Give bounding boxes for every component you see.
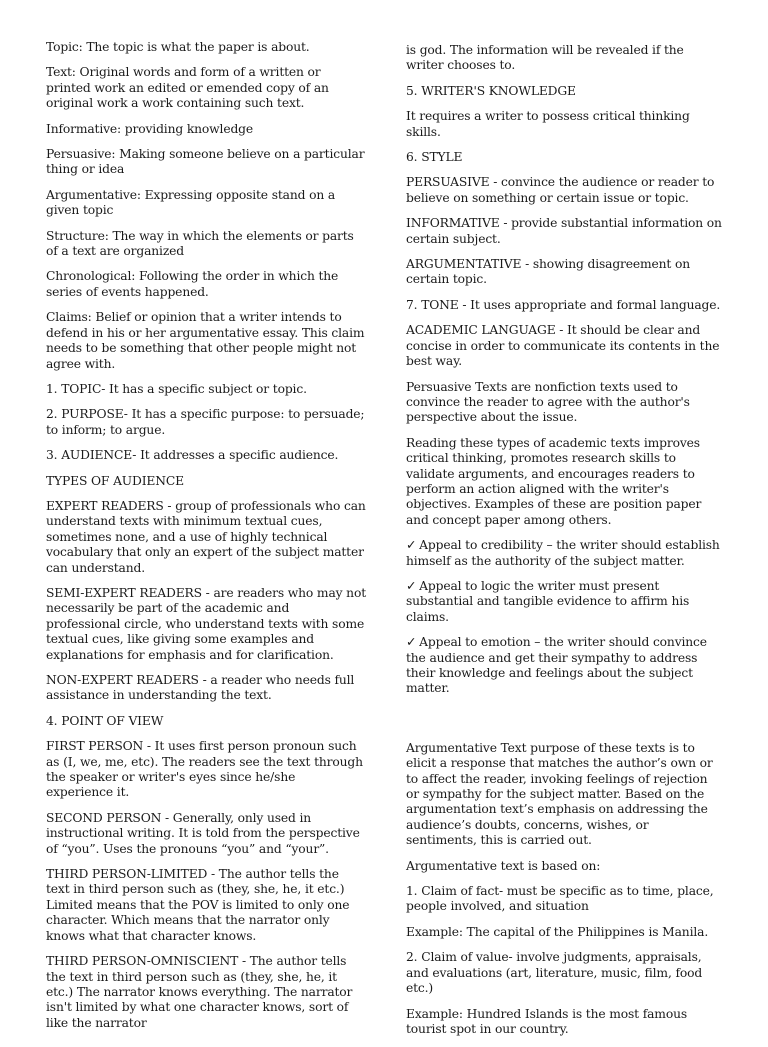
paragraph-persuasive: Persuasive: Making someone believe on a particular thing or idea xyxy=(46,147,365,177)
paragraph-structure: Structure: The way in which the elements or parts of a text are organized xyxy=(46,228,354,259)
check-icon: ✓ xyxy=(406,635,417,650)
paragraph-omniscient-continued: is god. The information will be revealed if the writer chooses to. xyxy=(406,43,684,73)
paragraph-argumentative: Argumentative: Expressing opposite stand on a given topic xyxy=(46,187,336,218)
paragraph-second-person: SECOND PERSON - Generally, only used in instructional writing. It is told from the perspective of “you”. Uses the pronouns “you” and “your”. xyxy=(46,810,360,856)
paragraph-argumentative-text: Argumentative Text purpose of these texts is to elicit a response that matches the author’s own or to affect the reader, invoking feelings of rejection or sympathy for the subject matter. Based on the argumentation text’s emphasis on addressing the audience’s doubts, concerns, wishes, or sentiments, this is carried out. xyxy=(406,740,713,848)
paragraph-style-informative: INFORMATIVE - provide substantial information on certain subject. xyxy=(406,216,722,246)
heading-style: 6. STYLE xyxy=(406,150,463,165)
example-claim-of-fact: Example: The capital of the Philippines is Manila. xyxy=(406,924,709,939)
check-icon: ✓ xyxy=(406,538,417,553)
heading-point-of-view: 4. POINT OF VIEW xyxy=(46,713,164,728)
appeal-emotion xyxy=(406,635,722,697)
paragraph-style-argumentative: ARGUMENTATIVE - showing disagreement on certain topic. xyxy=(406,257,691,287)
paragraph-expert-readers: EXPERT READERS - group of professionals who can understand texts with minimum textual cues, sometimes none, and a use of highly technical vocabulary that only an expert of the subject matter can understand. xyxy=(46,498,366,575)
right-column xyxy=(406,43,722,1047)
paragraph-tone: 7. TONE - It uses appropriate and formal language. xyxy=(406,297,721,312)
appeal-emotion-text: Appeal to emotion – the writer should convince the audience and get their sympathy to address their knowledge and feelings about the subject matter. xyxy=(406,635,707,696)
item-topic: 1. TOPIC- It has a specific subject or topic. xyxy=(46,381,307,396)
paragraph-text: Text: Original words and form of a written or printed work an edited or emended copy of an original work a work containing such text. xyxy=(46,65,329,111)
paragraph-claims: Claims: Belief or opinion that a writer intends to defend in his or her argumentative essay. This claim needs to be something that other people might not agree with. xyxy=(46,310,365,371)
paragraph-based-on: Argumentative text is based on: xyxy=(406,858,601,873)
paragraph-third-person-omniscient: THIRD PERSON-OMNISCIENT - The author tells the text in third person such as (they, she, he, it etc.) The narrator knows everything. The narrator isn't limited by what one character knows, sort of like the narrator xyxy=(46,954,353,1030)
paragraph-non-expert-readers: NON-EXPERT READERS - a reader who needs full assistance in understanding the text. xyxy=(46,673,355,703)
paragraph-topic: Topic: The topic is what the paper is about. xyxy=(46,40,310,54)
paragraph-persuasive-texts: Persuasive Texts are nonfiction texts used to convince the reader to agree with the author's perspective about the issue. xyxy=(406,379,690,425)
paragraph-reading-benefits: Reading these types of academic texts improves critical thinking, promotes research skills to validate arguments, and encourages readers to perform an action aligned with the writer's objectives. Examples of these are position paper and concept paper among others. xyxy=(406,435,702,527)
appeal-logic-text: Appeal to logic the writer must present substantial and tangible evidence to affirm his claims. xyxy=(406,578,690,624)
paragraph-semi-expert-readers: SEMI-EXPERT READERS - are readers who may not necessarily be part of the academic and professional circle, who understand texts with some textual cues, like giving some examples and explanations for emphasis and for clarification. xyxy=(46,585,366,662)
paragraph-third-person-limited: THIRD PERSON-LIMITED - The author tells the text in third person such as (they, she, he, it etc.) Limited means that the POV is limited to only one character. Which means that the narrator only knows what that character knows. xyxy=(46,867,350,943)
item-claim-of-fact: 1. Claim of fact- must be specific as to time, place, people involved, and situation xyxy=(406,884,714,914)
paragraph-first-person: FIRST PERSON - It uses first person pronoun such as (I, we, me, etc). The readers see the text through the speaker or writer's eyes since he/she experience it. xyxy=(46,739,363,800)
paragraph-style-persuasive: PERSUASIVE - convince the audience or reader to believe on something or certain issue or topic. xyxy=(406,175,715,205)
appeal-credibility xyxy=(406,538,722,569)
heading-writers-knowledge: 5. WRITER'S KNOWLEDGE xyxy=(406,83,576,98)
paragraph-academic-language: ACADEMIC LANGUAGE - It should be clear and concise in order to communicate its contents in the best way. xyxy=(406,323,720,369)
example-claim-of-value: Example: Hundred Islands is the most famous tourist spot in our country. xyxy=(406,1006,688,1036)
paragraph-informative: Informative: providing knowledge xyxy=(46,121,254,136)
section-spacer xyxy=(406,707,722,741)
appeal-logic xyxy=(406,579,722,625)
item-claim-of-value: 2. Claim of value- involve judgments, appraisals, and evaluations (art, literature, music, film, food etc.) xyxy=(406,950,703,996)
left-column xyxy=(46,40,366,1041)
heading-types-of-audience: TYPES OF AUDIENCE xyxy=(46,473,184,488)
appeal-credibility-text: Appeal to credibility – the writer should establish himself as the authority of the subject matter. xyxy=(406,538,720,568)
check-icon: ✓ xyxy=(406,578,417,593)
paragraph-chronological: Chronological: Following the order in which the series of events happened. xyxy=(46,269,339,299)
item-audience: 3. AUDIENCE- It addresses a specific audience. xyxy=(46,448,339,463)
paragraph-critical-thinking: It requires a writer to possess critical thinking skills. xyxy=(406,109,690,139)
item-purpose: 2. PURPOSE- It has a specific purpose: to persuade; to inform; to argue. xyxy=(46,407,365,437)
